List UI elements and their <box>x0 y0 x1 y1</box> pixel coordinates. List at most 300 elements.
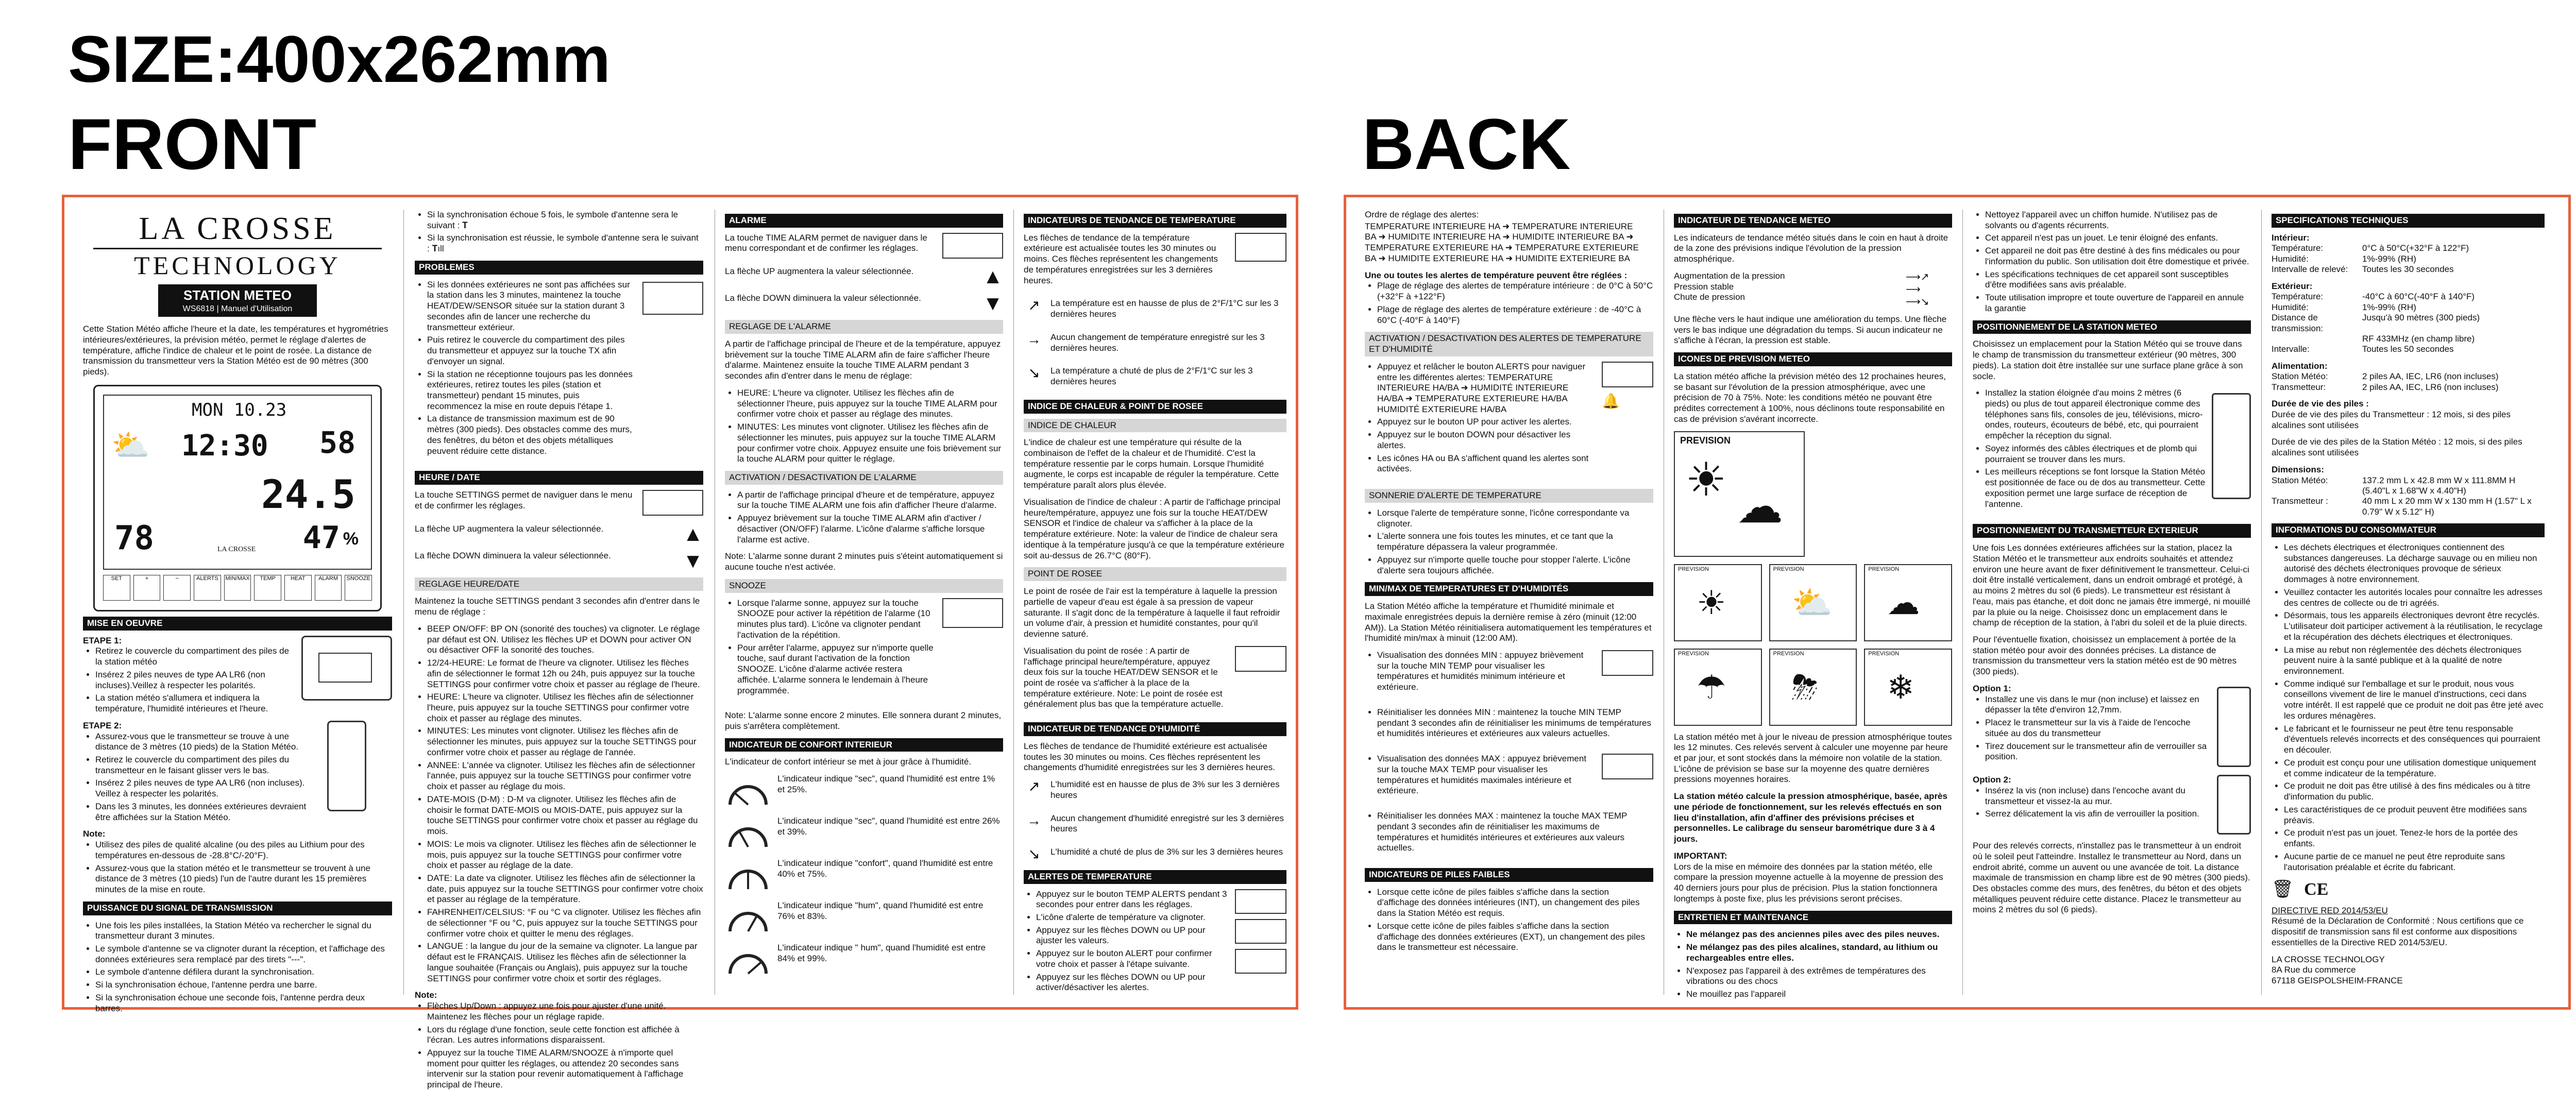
plage-list <box>1365 281 1653 326</box>
arrow-up-right-icon: ↗ <box>1028 778 1040 795</box>
list-item: • Ne mélangez pas des piles alcalines, standard, au lithium ou rechargeables entre elles. <box>1686 942 1952 963</box>
trend-display-illustration <box>1235 233 1286 262</box>
antenna-icon: 𝐓 <box>462 220 468 230</box>
option2-text: Pour des relevés corrects, n'installez pas le transmetteur à un endroit où le soleil peut l'atteindre. Installez le transmetteur au Nord, dans un endroit abrité, comme un auvent ou une avancée de toit. La distance maximale de transmission en champ libre est de 90 mètres (300 pieds). Des obstacles comme des murs, des fenêtres, du béton et des objets métalliques peuvent réduire cette distance. Placez le transmetteur au moins 2 mètres du sol (6 pieds). <box>1973 841 2250 915</box>
forecast-grid <box>1674 564 1952 726</box>
comfort-gauge-icon <box>725 900 771 937</box>
alim-specs <box>2272 371 2545 393</box>
alert-button-illustration <box>1235 889 1286 914</box>
mount-illustration <box>2217 687 2251 767</box>
front-panel <box>62 195 1298 1090</box>
snooze-button-illustration <box>942 598 1003 628</box>
etape2-list <box>83 731 320 823</box>
section-reglage-alarme: REGLAGE DE L'ALARME <box>725 320 1003 334</box>
lcd-button[interactable]: + <box>133 575 161 601</box>
spec-label: Distance de transmission: <box>2272 313 2324 333</box>
minmax-list <box>1365 811 1653 856</box>
ordre-line: BA ➜ HUMIDITE INTERIEURE HA ➜ HUMIDITE INTERIEURE BA ➜ <box>1365 232 1634 242</box>
arrow-down-icon: ⟶↘ <box>1906 296 1929 308</box>
maj-text: La station météo met à jour le niveau de pression atmosphérique toutes les 12 minutes. Ces relevés servent à calculer une moyenne par heure et par jour, et sont stockés dans la mémoire non volatile de la station. L'icône de prévision se base sur la moyenne des quatre dernières pressions moyennes horaires. <box>1674 731 1952 785</box>
confort-item-2: L'indicateur indique "sec", quand l'humidité est entre 26% et 39%. <box>777 816 1000 837</box>
important-title: IMPORTANT: <box>1674 850 1727 861</box>
brand-logo <box>83 213 392 278</box>
forecast-label: PREVISION <box>1678 566 1709 572</box>
divider <box>403 210 404 995</box>
confort-row-2 <box>725 816 1003 852</box>
alertes-row <box>1024 889 1286 1002</box>
ordre-line: BA ➜ HUMIDITE EXTERIEURE HA ➜ HUMIDITE EXTERIEURE BA <box>1365 253 1630 263</box>
section-indice: INDICE DE CHALEUR & POINT DE ROSEE <box>1024 400 1286 414</box>
exterieur-specs <box>2272 292 2545 354</box>
hum-item-2: Aucun changement d'humidité enregistré sur les 3 dernières heures <box>1050 813 1284 834</box>
dew-button-illustration <box>1235 646 1286 672</box>
alert-illustrations <box>1235 889 1286 974</box>
back-col-4 <box>2272 210 2545 1007</box>
confort-item-1: L'indicateur indique "sec", quand l'humidité est entre 1% et 25%. <box>777 774 995 794</box>
section-puissance: PUISSANCE DU SIGNAL DE TRANSMISSION <box>83 901 392 915</box>
alim-title: Alimentation: <box>2272 361 2328 371</box>
antenna-text-2: Si la synchronisation est réussie, le symbole d'antenne sera le suivant : <box>427 233 699 254</box>
list-item: • Utilisez des piles de qualité alcaline (ou des piles au Lithium pour des températures en-dessous de -28.8°C/-20°F). <box>95 840 392 861</box>
compliance-icons <box>2272 879 2545 900</box>
alarme-row-1 <box>725 233 1003 260</box>
care-list <box>1973 210 2251 314</box>
confort-item-3: L'indicateur indique "confort", quand l'humidité est entre 40% et 75%. <box>777 858 993 879</box>
list-item: • Visualisation des données MAX : appuyez brièvement sur la touche MAX TEMP pour visualiser les températures et humidités maximales intérieure et extérieure. <box>1377 754 1596 796</box>
front-col-1 <box>83 210 392 1013</box>
list-item: • Appuyez et relâcher le bouton ALERTS pour naviguer entre les différentes alertes: TEMPERATURE INTERIEURE HA/BA ➜ HUMIDITÉ INTERIEURE HA/BA ➜ TEMPERATURE EXTERIEURE HA/BA HUMIDITÉ EXTERIEURE HA/BA <box>1377 362 1596 415</box>
option1-list <box>1973 694 2211 762</box>
list-item <box>427 233 703 254</box>
list-item: • LANGUE : la langue du jour de la semaine va clignoter. La langue par défaut est le FRANÇAIS. Utilisez les flèches afin de sélectionner la langue souhaitée (Français ou Anglais), puis appuyez sur la touche SETTINGS pour confirmer votre choix et sortir des réglages. <box>427 941 703 984</box>
tendance-meteo-text: Les indicateurs de tendance météo situés dans le coin en haut à droite de la zone des prévisions indique l'évolution de la pression atmosphérique. <box>1674 232 1948 264</box>
rosee-text: Le point de rosée de l'air est la température à laquelle la pression partielle de vapeur d'eau est égale à sa pression de vapeur saturante. Il s'agit donc de la température à laquelle il faut refroidir un volume d'air, à pression et humidité constantes, pour qu'il devienne saturé. <box>1024 586 1280 639</box>
list-item: • Ce produit ne doit pas être utilisé à des fins médicales ou à titre d'information du public. <box>2284 781 2545 802</box>
list-item: • Flèches Up/Down : appuyez une fois pour ajuster d'une unité. Maintenez les flèches pour un réglage rapide. <box>427 1001 703 1022</box>
address-line: 67118 GEISPOLSHEIM-FRANCE <box>2272 976 2403 986</box>
list-item: • Toute utilisation impropre et toute ouverture de l'appareil en annule la garantie <box>1985 293 2251 314</box>
list-item: • ANNEE: L'année va clignoter. Utilisez les flèches afin de sélectionner l'année, puis appuyez sur la touche SETTINGS pour confirmer votre choix et passer au réglage du mois. <box>427 760 703 792</box>
back-col-3 <box>1973 210 2251 1007</box>
list-item: • Ne mélangez pas des anciennes piles avec des piles neuves. <box>1686 929 1952 940</box>
list-item: • Appuyez sur n'importe quelle touche pour stopper l'alerte. L'icône d'alerte sera toujours affichée. <box>1377 555 1653 576</box>
minmax-row-1 <box>1365 650 1653 701</box>
forecast-sun-icon: ☀ <box>1685 454 1727 506</box>
duree-title: Durée de vie des piles : <box>2272 399 2369 409</box>
arrow-right-icon: → <box>1027 331 1041 347</box>
spec-label: Transmetteur : <box>2272 496 2328 506</box>
divider <box>1013 210 1014 995</box>
reglage-alarme-list <box>725 388 1003 465</box>
section-tendance-temp: INDICATEURS DE TENDANCE DE TEMPERATURE <box>1024 214 1286 228</box>
etape1-title: ETAPE 1: <box>83 635 122 645</box>
activation-alarme-list <box>725 490 1003 546</box>
display-small-temp: 78 <box>114 519 155 557</box>
comfort-gauge-icon <box>725 943 771 979</box>
list-item: • Les meilleurs réceptions se font lorsque la Station Météo est positionnée de face ou de dos au transmetteur. Cette exposition permet une large surface de réception de l'antenne. <box>1985 467 2206 509</box>
minmax-row-4 <box>1365 811 1653 862</box>
list-item: • La mise au rebut non réglementée des déchets électroniques peuvent nuire à la santé publique et à la qualité de notre environnement. <box>2284 645 2545 677</box>
forecast-tile <box>1674 649 1762 726</box>
confort-row-3 <box>725 858 1003 894</box>
confort-item-5: L'indicateur indique " hum", quand l'humidité est entre 84% et 99%. <box>777 943 986 963</box>
spec-value: Toutes les 30 secondes <box>2362 264 2454 275</box>
display-out-hum: 47 <box>302 519 340 556</box>
alertes-list <box>1024 889 1229 996</box>
etape2-block <box>83 721 392 829</box>
puissance-list <box>83 921 392 1014</box>
spec-value: 0°C à 50°C(+32°F à 122°F) <box>2362 243 2469 253</box>
alarme-row-3 <box>725 293 1003 314</box>
section-conso: INFORMATIONS DU CONSOMMATEUR <box>2272 523 2545 537</box>
antenna-full-icon: 𝐓ıll <box>432 244 444 254</box>
problemes-list <box>415 280 636 459</box>
rain-icon: ☂ <box>1697 668 1726 706</box>
important-text: Lors de la mise en mémoire des données par la station météo, elle compare la pression moyenne actuelle à la moyenne de pression des 40 derniers jours pour plus de précision. Plus la station fonctionnera longtemps à poste fixe, plus les prévisions seront précises. <box>1674 861 1943 904</box>
list-item: • Le symbole d'antenne se va clignoter durant la réception, et l'affichage des données extérieures sera remplacé par des tirets "---". <box>95 944 392 965</box>
note-list <box>83 840 392 895</box>
wheelie-bin-icon: 🗑 <box>2272 879 2294 899</box>
station-side-illustration <box>2212 393 2251 499</box>
spec-value: Toutes les 50 secondes <box>2362 344 2454 354</box>
snow-icon: ❄ <box>1887 668 1914 706</box>
heure-text-2: La flèche UP augmentera la valeur sélectionnée. <box>415 523 604 534</box>
option1-row <box>1973 684 2251 769</box>
pressure-arrows <box>1906 271 1952 308</box>
forecast-label: PREVISION <box>1773 650 1804 657</box>
list-item: • Comme indiqué sur l'emballage et sur le produit, nous vous conseillons vivement de lire le manuel d'instructions, ceci dans votre intérêt. Il est rappelé que ce produit ne doit pas être jeté avec les ordures ménagères. <box>2284 679 2545 722</box>
lcd-button[interactable]: TEMP <box>254 575 281 601</box>
section-reglage-heure: REGLAGE HEURE/DATE <box>415 577 703 591</box>
position-list <box>1973 388 2206 512</box>
etape2-title: ETAPE 2: <box>83 720 122 730</box>
confort-row-1 <box>725 774 1003 810</box>
reglage-alarme-text: A partir de l'affichage principal de l'heure et de la température, appuyez brièvement sur la touche TIME ALARM afin de faire s'afficher l'heure d'alarme. Maintenez ensuite la touche TIME ALARM pendant 3 secondes afin d'entrer dans le menu de réglage: <box>725 338 1001 381</box>
list-item: • Cet appareil ne doit pas être destiné à des fins médicales ou pour l'information du public. Son utilisation doit être domestique et privée. <box>1985 246 2251 267</box>
down-arrow-icon: ▼ <box>683 549 703 572</box>
list-item: • N'exposez pas l'appareil à des extrêmes de températures des vibrations ou des chocs <box>1686 966 1952 987</box>
position-row <box>1973 388 2251 518</box>
list-item: • Insérez la vis (non incluse) dans l'encoche avant du transmetteur et vissez-la au mur. <box>1985 786 2211 807</box>
spec-label: Transmetteur: <box>2272 382 2326 392</box>
list-item: • Retirez le couvercle du compartiment des piles de la station météo <box>95 646 294 667</box>
note-title: Note: <box>415 990 437 1000</box>
lcd-button[interactable]: SNOOZE <box>345 575 372 601</box>
hum-trend-text: Les flèches de tendance de l'humidité extérieure est actualisée toutes les 30 minutes ou moins. Ces flèches représentent les changements d'humidité enregistrées sur les 3 dernières heures. <box>1024 741 1276 773</box>
spec-value: -40°C à 60°C(-40°F à 140°F) <box>2362 292 2475 302</box>
snooze-row <box>725 598 1003 705</box>
list-item: • Appuyez sur le bouton UP pour activer les alertes. <box>1377 417 1596 428</box>
list-item: • Puis retirez le couvercle du compartiment des piles du transmetteur et appuyez sur la touche TX afin d'envoyer un signal. <box>427 335 636 367</box>
antenna-text-1: Si la synchronisation échoue 5 fois, le symbole d'antenne sera le suivant : <box>427 210 679 230</box>
etape1-block <box>83 636 392 721</box>
directive-text: Résumé de la Déclaration de Conformité : Nous certifions que ce dispositif de transmission sans fil est conforme aux dispositions essentielles de la Directive RED 2014/53/EU. <box>2272 916 2524 947</box>
list-item: • Serrez délicatement la vis afin de verrouiller la position. <box>1985 809 2211 820</box>
minmax-row-3 <box>1365 754 1653 805</box>
product-box <box>158 284 317 317</box>
brand-line-2: TECHNOLOGY <box>134 251 341 280</box>
brand-line-1: LA CROSSE <box>139 211 336 246</box>
section-specs: SPECIFICATIONS TECHNIQUES <box>2272 214 2545 228</box>
conso-list <box>2272 542 2545 873</box>
display-indoor-temp: 58 <box>319 424 355 460</box>
confort-text: L'indicateur de confort intérieur se met à jour grâce à l'humidité. <box>725 757 972 767</box>
back-title: BACK <box>1362 104 1571 184</box>
trend-item-2: Aucun changement de température enregistré sur les 3 dernières heures. <box>1050 332 1265 353</box>
list-item: • Réinitialiser les données MIN : maintenez la touche MIN TEMP pendant 3 secondes afin de réinitialiser les minimums de températures et humidités intérieures et extérieures aux valeurs actuelles. <box>1377 707 1653 739</box>
interieur-title: Intérieur: <box>2272 232 2310 243</box>
reglage-intro: Maintenez la touche SETTINGS pendant 3 secondes afin d'entrer dans le menu de réglage : <box>415 596 700 617</box>
section-heure: HEURE / DATE <box>415 471 703 485</box>
list-item: • Le symbole d'antenne défilera durant la synchronisation. <box>95 967 392 978</box>
etape1-list <box>83 646 294 714</box>
option1-title: Option 1: <box>1973 683 2011 693</box>
plage-title: Une ou toutes les alertes de température peuvent être réglées : <box>1365 270 1628 280</box>
arrow-up-icon: ⟶↗ <box>1906 271 1929 283</box>
list-item: • Ne mouillez pas l'appareil <box>1686 989 1952 1000</box>
note-title: Note: <box>83 829 106 839</box>
activation-note: Note: L'alarme sonne durant 2 minutes puis s'éteint automatiquement si aucune touche n'est activée. <box>725 551 1003 572</box>
activation-row <box>1365 362 1653 483</box>
transmitter-illustration <box>327 721 366 811</box>
list-item: • Les caractéristiques de ce produit peuvent être modifiées sans préavis. <box>2284 805 2545 826</box>
lcd-button[interactable]: ALARM <box>315 575 342 601</box>
section-activation-alertes: ACTIVATION / DESACTIVATION DES ALERTES DE TEMPERATURE ET D'HUMIDITÉ <box>1365 332 1653 356</box>
list-item: • Soyez informés des câbles électriques et de plomb qui pourraient se trouver dans les murs. <box>1985 444 2206 465</box>
hum-item-1: L'humidité est en hausse de plus de 3% sur les 3 dernières heures <box>1050 779 1280 800</box>
rosee-row <box>1024 646 1286 716</box>
activation-alertes-list <box>1365 362 1596 477</box>
list-item: • Visualisation des données MIN : appuyez brièvement sur la touche MIN TEMP pour visualiser les températures et humidités minimum intérieure et extérieure. <box>1377 650 1596 693</box>
spec-value: 2 piles AA, IEC, LR6 (non incluses) <box>2362 371 2499 382</box>
list-item: • Ce produit n'est pas un jouet. Tenez-le hors de la portée des enfants. <box>2284 828 2545 849</box>
front-title: FRONT <box>68 104 317 184</box>
position-text: Choisissez un emplacement pour la Station Météo qui se trouve dans le champ de transmission du transmetteur extérieur (90 mètres, 300 pieds). La station doit être installée sur une surface plane grâce à son socle. <box>1973 339 2243 381</box>
list-item: • Désormais, tous les appareils électroniques devront être recyclés. L'utilisateur doit participer activement à la réutilisation, le recyclage et la récupération des déchets électriques et électroniques. <box>2284 610 2545 642</box>
section-position-station: POSITIONNEMENT DE LA STATION METEO <box>1973 320 2251 334</box>
list-item: • BEEP ON/OFF: BP ON (sonorité des touches) va clignoter. Le réglage par défaut est ON. Utilisez les flèches UP et DOWN pour activer ON ou désactiver OFF la sonorité des touches. <box>427 624 703 656</box>
section-rosee: POINT DE ROSEE <box>1024 567 1286 581</box>
icones-text: La station météo affiche la prévision météo des 12 prochaines heures, se basant sur l'évolution de la pression atmosphérique, avec une précision de 70 à 75%. Note: les conditions météo ne pouvant être prédites correctement à 100%, nous déclinons toute responsabilité en cas de prévision s'avérant incorrecte. <box>1674 371 1946 424</box>
confort-row-4 <box>725 900 1003 937</box>
pressure-row <box>1674 271 1952 308</box>
alarm-button-illustration <box>942 233 1003 259</box>
interieur-specs <box>2272 243 2545 275</box>
piles-list <box>1365 887 1653 953</box>
display-out-temp: 24.5 <box>261 471 355 517</box>
list-item <box>427 210 703 231</box>
spec-label <box>2272 334 2354 344</box>
list-item: • Aucune partie de ce manuel ne peut être reproduite sans l'autorisation préalable et écrite du fabricant. <box>2284 852 2545 873</box>
option2-row <box>1973 775 2251 835</box>
forecast-main-box <box>1674 431 1805 557</box>
list-item: • Appuyez sur les flèches DOWN ou UP pour activer/désactiver les alertes. <box>1036 972 1229 993</box>
list-item: • Réinitialiser les données MAX : maintenez la touche MAX TEMP pendant 3 secondes afin de réinitialiser les maximums de températures et humidités intérieures et extérieures aux valeurs actuelles. <box>1377 811 1653 854</box>
list-item: • Les spécifications techniques de cet appareil sont susceptibles d'être modifiées sans avis préalable. <box>1985 269 2251 291</box>
alert-display-illustration <box>1235 919 1286 944</box>
display-time: 12:30 <box>181 429 268 463</box>
forecast-tile <box>1674 564 1762 641</box>
forecast-label: PREVISION <box>1678 650 1709 657</box>
heure-text-3: La flèche DOWN diminuera la valeur sélectionnée. <box>415 550 611 560</box>
lcd-button[interactable]: ALERTS <box>194 575 221 601</box>
option2-block <box>1973 775 2211 826</box>
forecast-label: PREVISION <box>1773 566 1804 572</box>
alarme-row-2 <box>725 266 1003 287</box>
antenna-list <box>415 210 703 254</box>
storm-icon: ⛈ <box>1791 668 1818 706</box>
display-buttons <box>103 575 372 601</box>
back-col-1 <box>1365 210 1653 1007</box>
pressure-line: Augmentation de la pression <box>1674 270 1785 281</box>
alarme-text-1: La touche TIME ALARM permet de naviguer dans le menu correspondant et de confirmer les réglages. <box>725 232 927 253</box>
lcd-button[interactable]: HEAT <box>284 575 312 601</box>
list-item: • Les icônes HA ou BA s'affichent quand les alertes sont activées. <box>1377 453 1596 474</box>
list-item: • Cet appareil n'est pas un jouet. Le tenir éloigné des enfants. <box>1985 233 2251 244</box>
section-tendance-meteo: INDICATEUR DE TENDANCE METEO <box>1674 214 1952 228</box>
spec-value: RF 433MHz (en champ libre) <box>2362 333 2475 344</box>
pressure-text: Une flèche vers le haut indique une amélioration du temps. Une flèche vers le bas indique une dégradation du temps. Si aucun indicateur ne s'affiche à l'écran, la pression est stable. <box>1674 314 1947 346</box>
ordre-line: TEMPERATURE EXTERIEURE HA ➜ TEMPERATURE EXTERIEURE <box>1365 243 1639 253</box>
list-item: • Si les données extérieures ne sont pas affichées sur la station dans les 3 minutes, maintenez la touche HEAT/DEW/SENSOR située sur la station durant 3 secondes afin de lancer une recherche du transmetteur extérieur. <box>427 280 636 333</box>
spec-value: 1%-99% (RH) <box>2362 302 2416 312</box>
list-item: • HEURE: L'heure va clignoter. Utilisez les flèches afin de sélectionner l'heure, puis appuyez sur la touche SETTINGS pour confirmer votre choix et passer au réglage des minutes. <box>427 692 703 724</box>
hum-row-3 <box>1024 847 1286 864</box>
list-item: • La station météo s'allumera et indiquera la température, l'humidité intérieures et l'heure. <box>95 693 294 714</box>
comfort-gauge-icon <box>725 858 771 894</box>
entretien-list <box>1674 929 1952 999</box>
duree-text-1: Durée de vie des piles du Transmetteur : 12 mois, si des piles alcalines sont utilisées <box>2272 409 2511 430</box>
section-icones: ICONES DE PREVISION METEO <box>1674 352 1952 366</box>
trend-item-3: La température a chuté de plus de 2°F/1°C sur les 3 dernières heures <box>1050 366 1253 387</box>
confort-row-5 <box>725 943 1003 979</box>
list-item: • L'icône d'alerte de température va clignoter. <box>1036 912 1229 923</box>
section-entretien: ENTRETIEN ET MAINTENANCE <box>1674 911 1952 925</box>
list-item: • Lors du réglage d'une fonction, seule cette fonction est affichée à l'écran. Les autres informations disparaissent. <box>427 1025 703 1046</box>
minmax-list <box>1365 650 1596 695</box>
list-item: • Plage de réglage des alertes de température extérieure : de -40°C à 60°C (-40°F à 140°F) <box>1377 304 1653 326</box>
tendance-row <box>1024 233 1286 293</box>
display-hum-unit: % <box>343 529 359 549</box>
lcd-button[interactable]: − <box>163 575 191 601</box>
section-tendance-hum: INDICATEUR DE TENDANCE D'HUMIDITÉ <box>1024 722 1286 736</box>
spec-label: Station Météo: <box>2272 475 2328 485</box>
directive-title: DIRECTIVE RED 2014/53/EU <box>2272 905 2388 915</box>
list-item: • Pour arrêter l'alarme, appuyez sur n'importe quelle touche, sauf durant l'activation de la fonction SNOOZE. L'icône d'alarme activée restera affichée. L'alarme sonnera le lendemain à l'heure programmée. <box>737 643 936 696</box>
lcd-button[interactable]: SET <box>103 575 130 601</box>
section-sonnerie: SONNERIE D'ALERTE DE TEMPERATURE <box>1365 489 1653 503</box>
list-item: • Le fabricant et le fournisseur ne peut être tenu responsable d'éventuels relevés incorrects et des conséquences qui pourraient en découler. <box>2284 724 2545 756</box>
list-item: • Lorsque l'alarme sonne, appuyez sur la touche SNOOZE pour activer la répétition de l'alarme (10 minutes plus tard). L'icône va clignoter pendant l'activation de la répétition. <box>737 598 936 641</box>
minmax-list <box>1365 754 1596 798</box>
minmax-text: La Station Météo affiche la température et l'humidité minimale et maximale enregistrées depuis la dernière remise à zéro (minuit (12:00 AM)). La Station Météo réinitialisera automatiquement les températures et l'humidité min/max à minuit (12:00 AM). <box>1365 601 1652 643</box>
heure-row-1 <box>415 490 703 517</box>
display-screen <box>103 395 372 570</box>
sonnerie-list <box>1365 508 1653 576</box>
list-item: • Appuyez sur le bouton ALERT pour confirmer votre choix et passer à l'étape suivante. <box>1036 948 1229 969</box>
list-item: • Appuyez sur le bouton TEMP ALERTS pendant 3 secondes pour entrer dans les réglages. <box>1036 889 1229 910</box>
spec-value: 137.2 mm L x 42.8 mm W x 111.8MM H (5.40"L x 1.68"W x 4.40"H) <box>2362 475 2516 496</box>
spec-label: Température: <box>2272 292 2324 302</box>
list-item: • 12/24-HEURE: Le format de l'heure va clignoter. Utilisez les flèches afin de sélectionner le format 12h ou 24h, puis appuyez sur la touche SETTINGS pour confirmer votre choix et passer au réglage de l'heure. <box>427 658 703 690</box>
pressure-lines <box>1674 271 1900 303</box>
trend-row-3 <box>1024 366 1286 393</box>
front-col-3 <box>725 210 1003 1007</box>
reglage-note-list <box>415 1001 703 1091</box>
list-item: • Lorsque l'alerte de température sonne, l'icône correspondante va clignoter. <box>1377 508 1653 529</box>
comfort-gauge-icon <box>725 816 771 852</box>
dim-title: Dimensions: <box>2272 464 2325 474</box>
list-item: • Les déchets électriques et électroniques contiennent des substances dangereuses. La décharge sauvage ou en milieu non autorisé des déchets électroniques provoque de sérieux dommages à notre environnement. <box>2284 542 2545 585</box>
indice-text: L'indice de chaleur est une température qui résulte de la combinaison de l'effet de la chaleur et de l'humidité. C'est la température ressentie par le corps humain. Lorsque l'humidité augmente, le corps est incapable de réguler la température. Cette température paraît alors plus élevée. <box>1024 437 1279 490</box>
product-name: STATION METEO <box>183 287 292 303</box>
list-item: • Tirez doucement sur le transmetteur afin de verrouiller sa position. <box>1985 741 2211 762</box>
pressure-line: Chute de pression <box>1674 292 1745 302</box>
mount-illustration-2 <box>2217 775 2251 835</box>
hum-row-1 <box>1024 779 1286 807</box>
trend-row-1 <box>1024 298 1286 326</box>
section-indice-chaleur: INDICE DE CHALEUR <box>1024 419 1286 433</box>
back-panel <box>1344 195 2571 1010</box>
option2-title: Option 2: <box>1973 775 2011 785</box>
section-problemes: PROBLEMES <box>415 261 703 275</box>
confort-item-4: L'indicateur indique "hum", quand l'humidité est entre 76% et 83%. <box>777 900 984 921</box>
spec-value: 2 piles AA, IEC, LR6 (non incluses) <box>2362 382 2499 392</box>
section-activation-alarme: ACTIVATION / DESACTIVATION DE L'ALARME <box>725 471 1003 485</box>
list-item: • Veuillez contacter les autorités locales pour connaître les adresses des centres de collecte ou de tri agréés. <box>2284 587 2545 608</box>
hum-item-3: L'humidité a chuté de plus de 3% sur les 3 dernières heures <box>1050 847 1283 857</box>
brand-rule <box>93 248 382 249</box>
indice-text-2: Visualisation de l'indice de chaleur : A partir de l'affichage principal heure/température, appuyez une fois sur la touche HEAT/DEW SENSOR et l'indice de chaleur va s'afficher à la place de la température extérieure. Note: la valeur de l'indice de chaleur sera identique à la température jusqu'à ce que la température extérieure soit au-dessus de 26.7°C (80°F). <box>1024 497 1284 560</box>
rosee-text-2: Visualisation du point de rosée : A partir de l'affichage principal heure/température, appuyez deux fois sur la touche HEAT/DEW SENSOR et le point de rosée va s'afficher à la place de la température extérieure. Note: Le point de rosée est généralement plus bas que la température actuelle. <box>1024 645 1224 709</box>
ordre-line: TEMPERATURE INTERIEURE HA ➜ TEMPERATURE INTERIEURE <box>1365 221 1633 231</box>
spec-value: Jusqu'à 90 mètres (300 pieds) <box>2362 313 2480 323</box>
section-piles: INDICATEURS DE PILES FAIBLES <box>1365 868 1653 882</box>
station-display <box>93 385 382 611</box>
list-item: • Lorsque cette icône de piles faibles s'affiche dans la section d'affichage des données intérieures (INT), un changement des piles dans la Station Météo est requis. <box>1377 887 1653 919</box>
list-item: • MINUTES: Les minutes vont clignoter. Utilisez les flèches afin de sélectionner les minutes, puis appuyez sur la touche TIME ALARM pour confirmer votre choix. Appuyez ensuite une fois brièvement sur la touche ALARM pour quitter le réglage. <box>737 422 1003 465</box>
down-arrow-icon: ▼ <box>982 292 1003 315</box>
forecast-label: PREVISION <box>1868 566 1900 572</box>
back-col-2 <box>1674 210 1952 1007</box>
snooze-note: Note: L'alarme sonne encore 2 minutes. Elle sonnera durant 2 minutes, puis s'arrêtera complètement. <box>725 710 1002 731</box>
intro-text: Cette Station Météo affiche l'heure et la date, les températures et hygrométries intérieures/extérieures, la prévision météo, permet le réglage d'alertes de température, affiche l'indice de chaleur et le point de rosée. La distance de transmission du transmetteur vers la Station Météo est de 90 mètres (300 pieds). <box>83 324 388 377</box>
list-item: • L'alerte sonnera une fois toutes les minutes, et ce tant que la température dépassera la valeur programmée. <box>1377 531 1653 552</box>
sunny-icon: ☀ <box>1697 584 1726 621</box>
address-line: 8A Rue du commerce <box>2272 965 2356 975</box>
alert-bell-icon: 🔔 <box>1602 393 1620 409</box>
position-tx-text-2: Pour l'éventuelle fixation, choisissez un emplacement à portée de la station météo pour avoir des données précises. La distance de transmission du transmetteur vers la station météo est de 90 mètres (300 pieds). <box>1973 634 2237 677</box>
list-item: • HEURE: L'heure va clignoter. Utilisez les flèches afin de sélectionner l'heure, puis appuyez sur la touche TIME ALARM pour confirmer votre choix et passer au réglage des minutes. <box>737 388 1003 420</box>
bold-text: La station météo calcule la pression atmosphérique, basée, après une période de fonctionnement, sur les relevés effectués en son lieu d'installation, afin d'affiner des prévisions précises et personnelles. Le calibrage du senseur barométrique dure 3 à 4 jours. <box>1674 791 1947 844</box>
list-item: • Si la station ne réceptionne toujours pas les données extérieures, retirez toutes les piles (station et transmetteur) pendant 15 minutes, puis recommencez la mise en route depuis l'étape 1. <box>427 369 636 412</box>
list-item: • Insérez 2 piles neuves de type AA LR6 (non incluses).Veillez à respecter les polarités. <box>95 670 294 691</box>
spec-label: Humidité: <box>2272 302 2309 312</box>
list-item: • Installez une vis dans le mur (non incluse) et laissez en dépasser la tête d'environ 12,7mm. <box>1985 694 2211 716</box>
section-confort: INDICATEUR DE CONFORT INTERIEUR <box>725 738 1003 752</box>
list-item: • Assurez-vous que le transmetteur se trouve à une distance de 3 mètres (10 pieds) de la Station Météo. <box>95 731 320 753</box>
lcd-button[interactable]: MIN/MAX <box>224 575 251 601</box>
arrow-down-right-icon: ↘ <box>1028 365 1040 381</box>
trend-row-2 <box>1024 332 1286 360</box>
settings-button-illustration <box>642 490 703 516</box>
list-item: • Nettoyez l'appareil avec un chiffon humide. N'utilisez pas de solvants ou d'agents récurrents. <box>1985 210 2251 231</box>
address-line: LA CROSSE TECHNOLOGY <box>2272 954 2385 964</box>
heure-row-3 <box>415 551 703 571</box>
sensor-button-illustration <box>642 282 703 315</box>
list-item: • Une fois les piles installées, la Station Météo va rechercher le signal du transmetteur durant 3 minutes. <box>95 921 392 942</box>
forecast-cloud-icon: ☁ <box>1737 481 1783 533</box>
